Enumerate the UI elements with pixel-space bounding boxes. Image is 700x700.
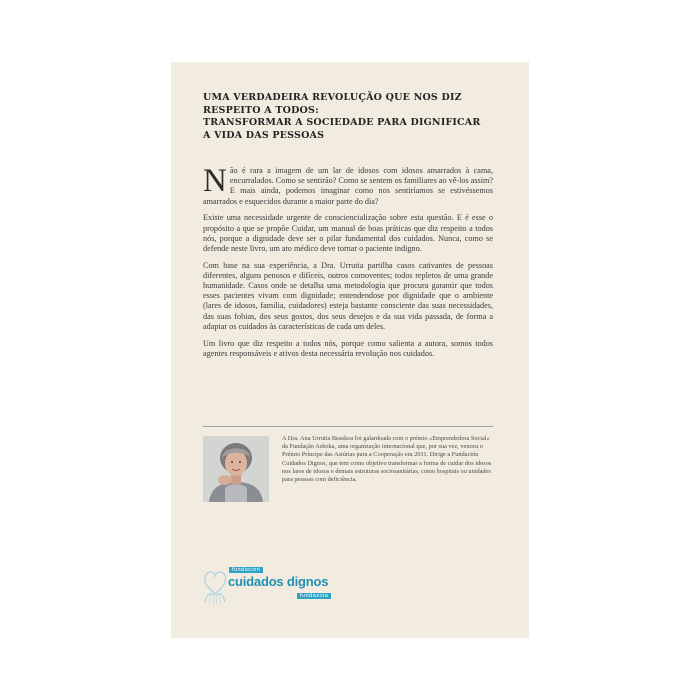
headline-line: UMA VERDADEIRA REVOLUÇÃO QUE NOS DIZ bbox=[203, 92, 462, 103]
headline-line: TRANSFORMAR A SOCIEDADE PARA DIGNIFICAR bbox=[203, 117, 481, 129]
paragraph-3: Com base na sua experiência, a Dra. Urrutia partilha casos cativantes de pessoas diferentes, alguns penosos e difíceis, outros comoventes; todos repletos de uma grande humanidade. Casos onde se detalha uma metodologia que procura garantir que todos esses pacientes vivam com dignidade; entendendose por dignidade que o ambiente (lares de idosos, família, cuidadores) esteja bastante consciente das suas necessidades, das suas fobias, dos seus gostos, dos seus desejos e da sua vida passada, de forma a adaptar os cuidados às características de cada um deles. bbox=[203, 260, 493, 331]
blurb-text bbox=[203, 163, 493, 365]
foundation-logo bbox=[201, 564, 341, 610]
logo-fundazioa-label: fundazioa bbox=[297, 593, 331, 599]
drop-cap: N bbox=[203, 163, 227, 199]
author-portrait-icon bbox=[203, 436, 269, 502]
paragraph-4: Um livro que diz respeito a todos nós, porque como salienta a autora, somos todos agentes responsáveis e ativos desta necessária revolução nos cuidados. bbox=[203, 338, 493, 358]
logo-fundacion-label: fundacion bbox=[229, 567, 263, 573]
divider bbox=[203, 426, 493, 427]
author-bio: A Dra. Ana Urrutia Beaskoa foi galardoada com o prémio «Emprendedora Social» da Fundação Ashoka, uma organização internacional que, por sua vez, venceu o Prémio Príncipe das Astúrias para a Cooperação em 2011. Dirige a Fundación Cuidados Dignos, que tem como objetivo transformar a forma de cuidar dos idosos nos lares de idosos e demais estruturas sociosanitárias, como hospitais ou unidades para pessoas com deficiência. bbox=[282, 435, 492, 484]
logo-name: cuidados dignos bbox=[228, 574, 329, 589]
hands-heart-icon bbox=[201, 564, 229, 608]
headline-line: A VIDA DAS PESSOAS bbox=[203, 129, 325, 141]
headline-line: RESPEITO A TODOS: bbox=[203, 104, 319, 116]
author-photo bbox=[203, 436, 269, 502]
paragraph-1 bbox=[203, 163, 493, 207]
paragraph-1-text: ão é rara a imagem de um lar de idosos com idosos amarrados à cama, encurralados. Como se sentirão? Como se sentem os familiares ao vê-los assim? E mais ainda, podemos imaginar como nos sentiríamos se estivéssemos amarrados e esquecidos durante a maior parte do dia? bbox=[203, 166, 493, 206]
paragraph-2: Existe uma necessidade urgente de consciencialização sobre esta questão. E é esse o propósito a que se propõe Cuidar, um manual de boas práticas que diz respeito a todos nós, porque a dignidade deve ser o pilar fundamental dos cuidados. Nunca, como se defende neste livro, um ato médico deve tornar o paciente indigno. bbox=[203, 213, 493, 253]
book-back-cover bbox=[171, 62, 529, 638]
headline bbox=[203, 92, 503, 142]
